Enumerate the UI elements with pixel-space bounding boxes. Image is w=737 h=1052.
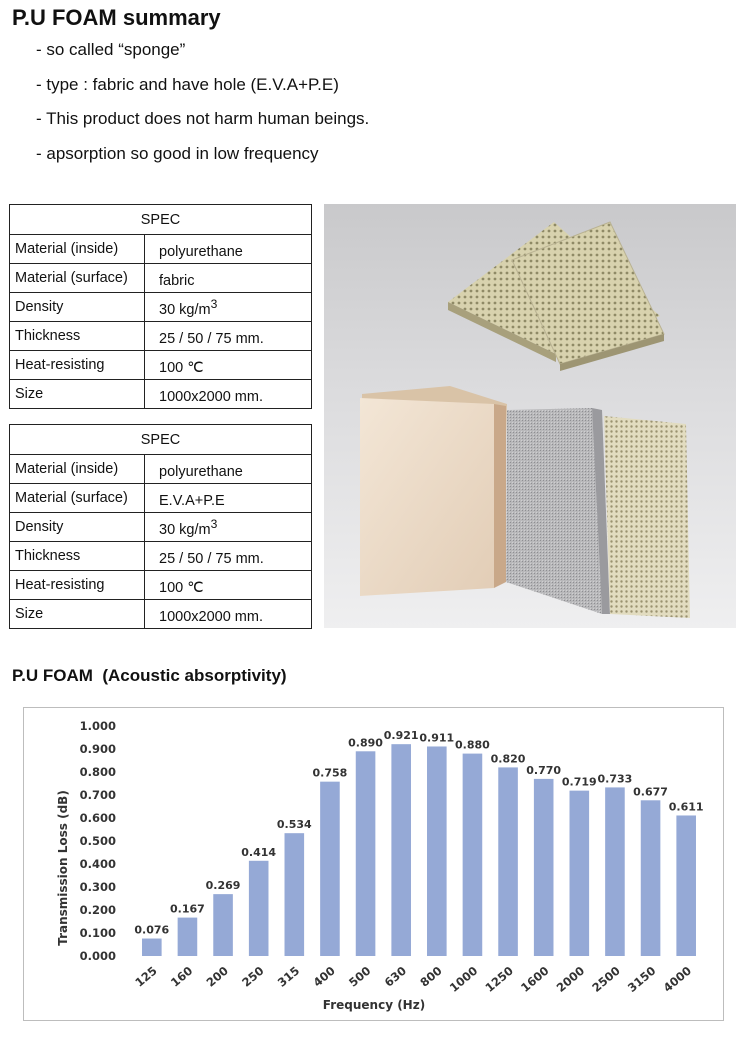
bar (285, 833, 305, 956)
data-label: 0.880 (455, 738, 490, 752)
y-tick-label: 0.400 (79, 857, 116, 871)
x-tick-label: 2500 (589, 963, 623, 995)
spec-row (10, 380, 312, 409)
x-tick-label: 160 (167, 963, 196, 990)
bar (213, 894, 233, 956)
spec-row (10, 600, 312, 629)
spec-label: Material (inside) (10, 235, 145, 264)
y-tick-label: 0.200 (79, 903, 116, 917)
data-label: 0.770 (526, 763, 562, 777)
bar (356, 751, 376, 956)
foam-panels-photo (324, 204, 736, 628)
bar (142, 939, 162, 956)
foam-panel-perforated (604, 416, 690, 618)
data-label: 0.414 (241, 845, 277, 859)
x-tick-label: 800 (417, 963, 445, 990)
chart-canvas (24, 708, 723, 1020)
y-tick-label: 0.000 (79, 949, 116, 963)
bullet-item: - so called “sponge” (36, 40, 186, 59)
x-tick-label: 630 (381, 963, 410, 990)
absorptivity-chart (23, 707, 724, 1021)
spec-value: fabric (145, 264, 312, 293)
x-tick-label: 125 (132, 963, 160, 990)
spec-label: Size (10, 600, 145, 629)
spec-row (10, 322, 312, 351)
spec-header: SPEC (10, 205, 312, 235)
bar (676, 815, 696, 956)
spec-label: Material (surface) (10, 484, 145, 513)
x-tick-label: 400 (310, 963, 338, 990)
spec-value: 100 ℃ (145, 351, 312, 380)
spec-table-fabric (9, 204, 312, 409)
x-tick-label: 4000 (660, 963, 695, 995)
x-tick-label: 1250 (482, 963, 516, 995)
spec-row (10, 571, 312, 600)
bullet-item: - type : fabric and have hole (E.V.A+P.E) (36, 74, 339, 94)
bullet-item: - apsorption so good in low frequency (36, 143, 319, 163)
spec-label: Material (surface) (10, 264, 145, 293)
x-tick-label: 1600 (518, 963, 552, 995)
foam-panel-fabric (506, 408, 602, 614)
foam-panels-illustration (324, 204, 736, 628)
spec-label: Material (inside) (10, 455, 145, 484)
bar (534, 779, 554, 956)
spec-row (10, 484, 312, 513)
y-tick-label: 0.800 (79, 765, 116, 779)
data-label: 0.677 (633, 785, 668, 799)
spec-row (10, 351, 312, 380)
y-tick-label: 0.600 (79, 811, 116, 825)
x-tick-label: 315 (274, 963, 303, 990)
spec-value: 100 ℃ (145, 571, 312, 600)
spec-value: polyurethane (145, 235, 312, 264)
bar (463, 754, 483, 956)
x-tick-label: 250 (239, 963, 267, 990)
spec-row (10, 513, 312, 542)
data-label: 0.611 (668, 800, 704, 814)
spec-row (10, 264, 312, 293)
data-label: 0.911 (419, 731, 455, 745)
spec-table-eva (9, 424, 312, 629)
spec-row (10, 455, 312, 484)
y-tick-label: 0.100 (79, 926, 116, 940)
x-axis-label: Frequency (Hz) (322, 998, 426, 1012)
bar (320, 782, 340, 956)
bar (641, 800, 661, 956)
bar (391, 744, 411, 956)
spec-value: 25 / 50 / 75 mm. (145, 322, 312, 351)
x-tick-label: 1000 (446, 963, 481, 995)
spec-value: 1000x2000 mm. (145, 380, 312, 409)
spec-header: SPEC (10, 425, 312, 455)
y-axis-label: Transmission Loss (dB) (56, 790, 70, 946)
spec-label: Density (10, 293, 145, 322)
foam-panel-beige (360, 398, 494, 596)
spec-value: 30 $kg/m^3$ (145, 293, 312, 322)
spec-label: Thickness (10, 542, 145, 571)
data-label: 0.269 (205, 879, 241, 893)
y-tick-label: 0.300 (79, 880, 116, 894)
data-label: 0.820 (490, 752, 526, 766)
spec-row (10, 542, 312, 571)
bar (427, 746, 447, 956)
spec-label: Size (10, 380, 145, 409)
bar (570, 791, 590, 956)
spec-value: 25 / 50 / 75 mm. (145, 542, 312, 571)
bar (498, 767, 518, 956)
bar (178, 918, 198, 956)
bar (249, 861, 269, 956)
bullet-item: - This product does not harm human beings. (36, 109, 370, 128)
x-tick-label: 3150 (624, 963, 659, 995)
spec-label: Thickness (10, 322, 145, 351)
x-tick-label: 200 (203, 963, 231, 990)
data-label: 0.076 (134, 923, 170, 937)
y-tick-label: 0.700 (79, 788, 116, 802)
spec-label: Heat-resisting (10, 351, 145, 380)
spec-row (10, 293, 312, 322)
summary-bullets (36, 38, 369, 176)
spec-value: polyurethane (145, 455, 312, 484)
spec-label: Density (10, 513, 145, 542)
data-label: 0.758 (312, 766, 348, 780)
data-label: 0.719 (561, 775, 597, 789)
spec-value: 30 $kg/m^3$ (145, 513, 312, 542)
data-label: 0.167 (170, 902, 205, 916)
x-tick-label: 500 (346, 963, 374, 990)
data-label: 0.534 (276, 818, 312, 832)
page-title: P.U FOAM summary (12, 5, 221, 30)
y-tick-label: 0.500 (79, 834, 116, 848)
data-label: 0.733 (597, 772, 633, 786)
spec-row (10, 235, 312, 264)
spec-label: Heat-resisting (10, 571, 145, 600)
x-tick-label: 2000 (553, 963, 588, 995)
spec-value: E.V.A+P.E (145, 484, 312, 513)
chart-heading: P.U FOAM (Acoustic absorptivity) (12, 666, 287, 685)
y-tick-label: 0.900 (79, 742, 116, 756)
y-tick-label: 1.000 (79, 719, 116, 733)
data-label: 0.921 (383, 729, 419, 743)
spec-value: 1000x2000 mm. (145, 600, 312, 629)
bar (605, 787, 625, 956)
data-label: 0.890 (348, 736, 383, 750)
